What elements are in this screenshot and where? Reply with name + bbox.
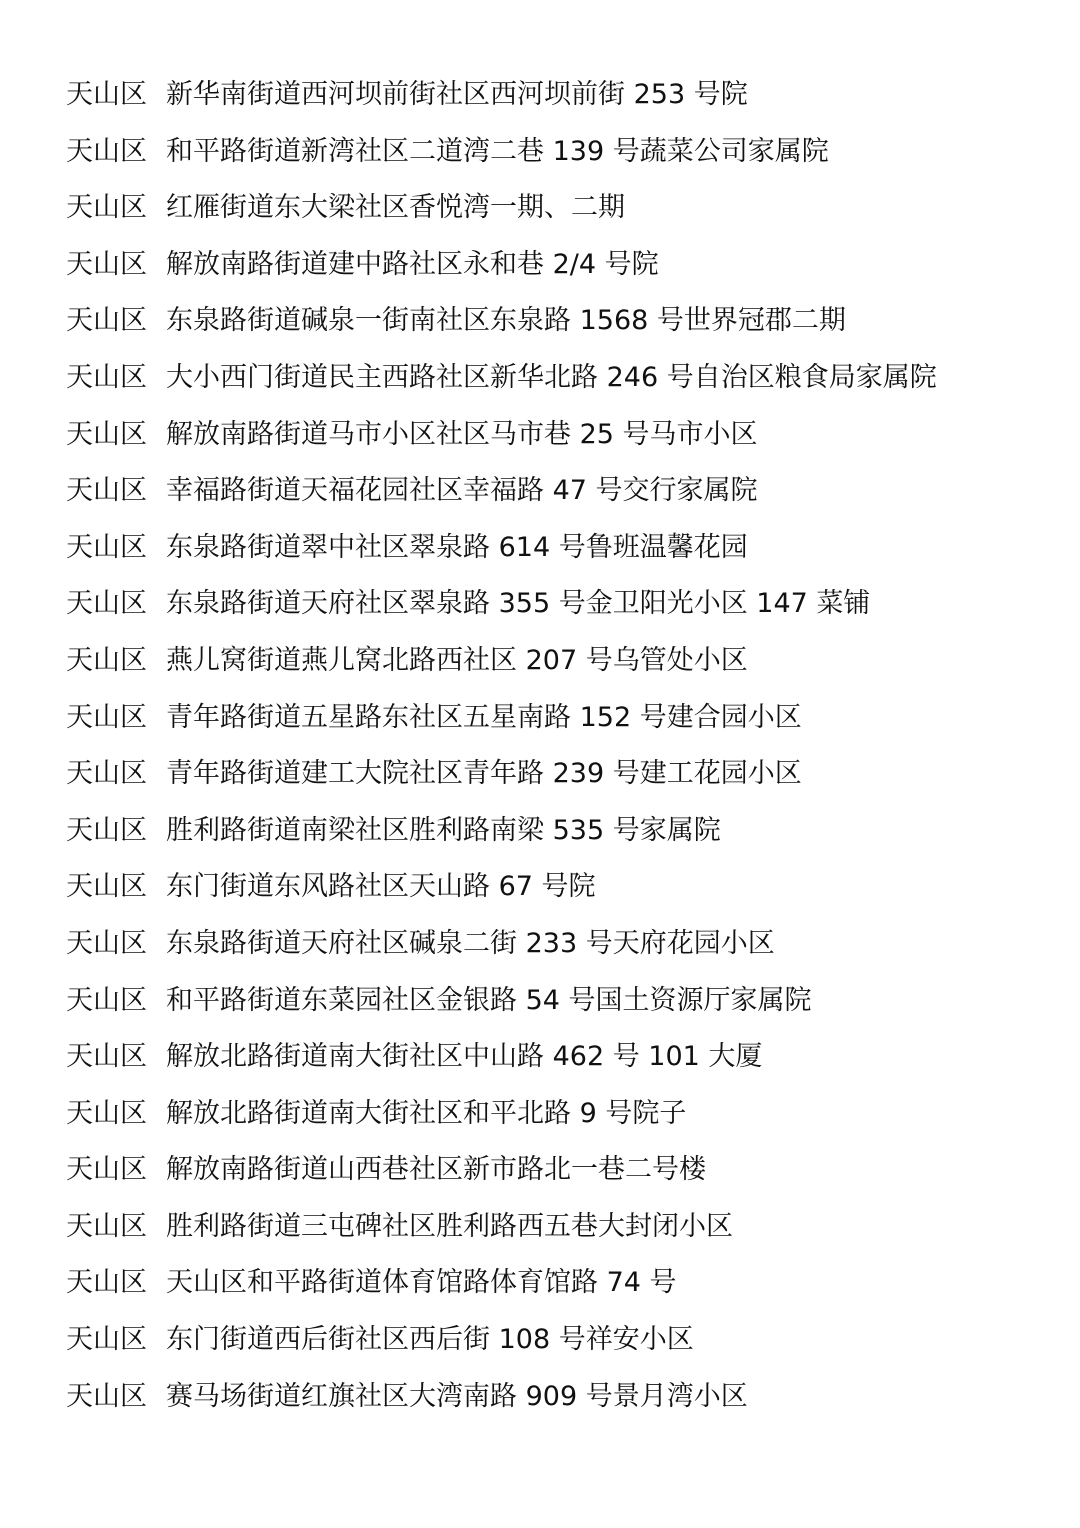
address-text: 解放北路街道南大街社区中山路 462 号 101 大厦: [166, 1041, 763, 1073]
address-text: 东泉路街道天府社区碱泉二街 233 号天府花园小区: [166, 927, 775, 959]
address-text: 胜利路街道三屯碑社区胜利路西五巷大封闭小区: [166, 1210, 733, 1242]
address-text: 东门街道东风路社区天山路 67 号院: [166, 871, 596, 903]
address-list: [66, 67, 937, 1425]
district-label: 天山区: [66, 361, 147, 393]
list-item: [66, 746, 937, 803]
list-item: [66, 520, 937, 577]
list-item: [66, 690, 937, 747]
list-item: [66, 1029, 937, 1086]
list-item: [66, 576, 937, 633]
address-text: 天山区和平路街道体育馆路体育馆路 74 号: [166, 1267, 677, 1299]
district-label: 天山区: [66, 871, 147, 903]
list-item: [66, 1199, 937, 1256]
address-text: 解放南路街道建中路社区永和巷 2/4 号院: [166, 248, 659, 280]
district-label: 天山区: [66, 1380, 147, 1412]
district-label: 天山区: [66, 475, 147, 507]
list-item: [66, 463, 937, 520]
address-text: 新华南街道西河坝前街社区西河坝前街 253 号院: [166, 79, 748, 110]
address-text: 东泉路街道翠中社区翠泉路 614 号鲁班温馨花园: [166, 531, 748, 563]
address-text: 红雁街道东大梁社区香悦湾一期、二期: [166, 192, 625, 224]
district-label: 天山区: [66, 192, 147, 224]
district-label: 天山区: [66, 1210, 147, 1242]
district-label: 天山区: [66, 1097, 147, 1129]
address-text: 东泉路街道碱泉一街南社区东泉路 1568 号世界冠郡二期: [166, 305, 846, 337]
list-item: [66, 293, 937, 350]
list-item: [66, 803, 937, 860]
address-text: 和平路街道新湾社区二道湾二巷 139 号蔬菜公司家属院: [166, 135, 829, 167]
list-item: [66, 180, 937, 237]
list-item: [66, 916, 937, 973]
address-text: 赛马场街道红旗社区大湾南路 909 号景月湾小区: [166, 1380, 748, 1412]
district-label: 天山区: [66, 1041, 147, 1073]
district-label: 天山区: [66, 588, 147, 620]
list-item: [66, 1369, 937, 1426]
list-item: [66, 124, 937, 181]
district-label: 天山区: [66, 1154, 147, 1186]
address-text: 解放南路街道马市小区社区马市巷 25 号马市小区: [166, 418, 758, 450]
district-label: 天山区: [66, 418, 147, 450]
district-label: 天山区: [66, 701, 147, 733]
district-label: 天山区: [66, 1324, 147, 1356]
district-label: 天山区: [66, 984, 147, 1016]
list-item: [66, 350, 937, 407]
address-text: 幸福路街道天福花园社区幸福路 47 号交行家属院: [166, 475, 758, 507]
address-text: 解放北路街道南大街社区和平北路 9 号院子: [166, 1097, 687, 1129]
district-label: 天山区: [66, 248, 147, 280]
address-text: 东门街道西后街社区西后街 108 号祥安小区: [166, 1324, 694, 1356]
district-label: 天山区: [66, 305, 147, 337]
address-text: 和平路街道东菜园社区金银路 54 号国土资源厅家属院: [166, 984, 812, 1016]
list-item: [66, 237, 937, 294]
district-label: 天山区: [66, 644, 147, 676]
list-item: [66, 633, 937, 690]
list-item: [66, 1255, 937, 1312]
address-text: 青年路街道建工大院社区青年路 239 号建工花园小区: [166, 758, 802, 790]
district-label: 天山区: [66, 814, 147, 846]
district-label: 天山区: [66, 135, 147, 167]
address-text: 解放南路街道山西巷社区新市路北一巷二号楼: [166, 1154, 706, 1186]
address-text: 青年路街道五星路东社区五星南路 152 号建合园小区: [166, 701, 802, 733]
list-item: [66, 859, 937, 916]
list-item: [66, 973, 937, 1030]
address-text: 燕儿窝街道燕儿窝北路西社区 207 号乌管处小区: [166, 644, 748, 676]
district-label: 天山区: [66, 531, 147, 563]
district-label: 天山区: [66, 927, 147, 959]
list-item: [66, 67, 937, 124]
district-label: 天山区: [66, 79, 147, 110]
list-item: [66, 407, 937, 464]
address-text: 东泉路街道天府社区翠泉路 355 号金卫阳光小区 147 菜铺: [166, 588, 871, 620]
list-item: [66, 1312, 937, 1369]
address-text: 大小西门街道民主西路社区新华北路 246 号自治区粮食局家属院: [166, 361, 937, 393]
list-item: [66, 1142, 937, 1199]
list-item: [66, 1086, 937, 1143]
district-label: 天山区: [66, 1267, 147, 1299]
district-label: 天山区: [66, 758, 147, 790]
address-text: 胜利路街道南梁社区胜利路南梁 535 号家属院: [166, 814, 721, 846]
